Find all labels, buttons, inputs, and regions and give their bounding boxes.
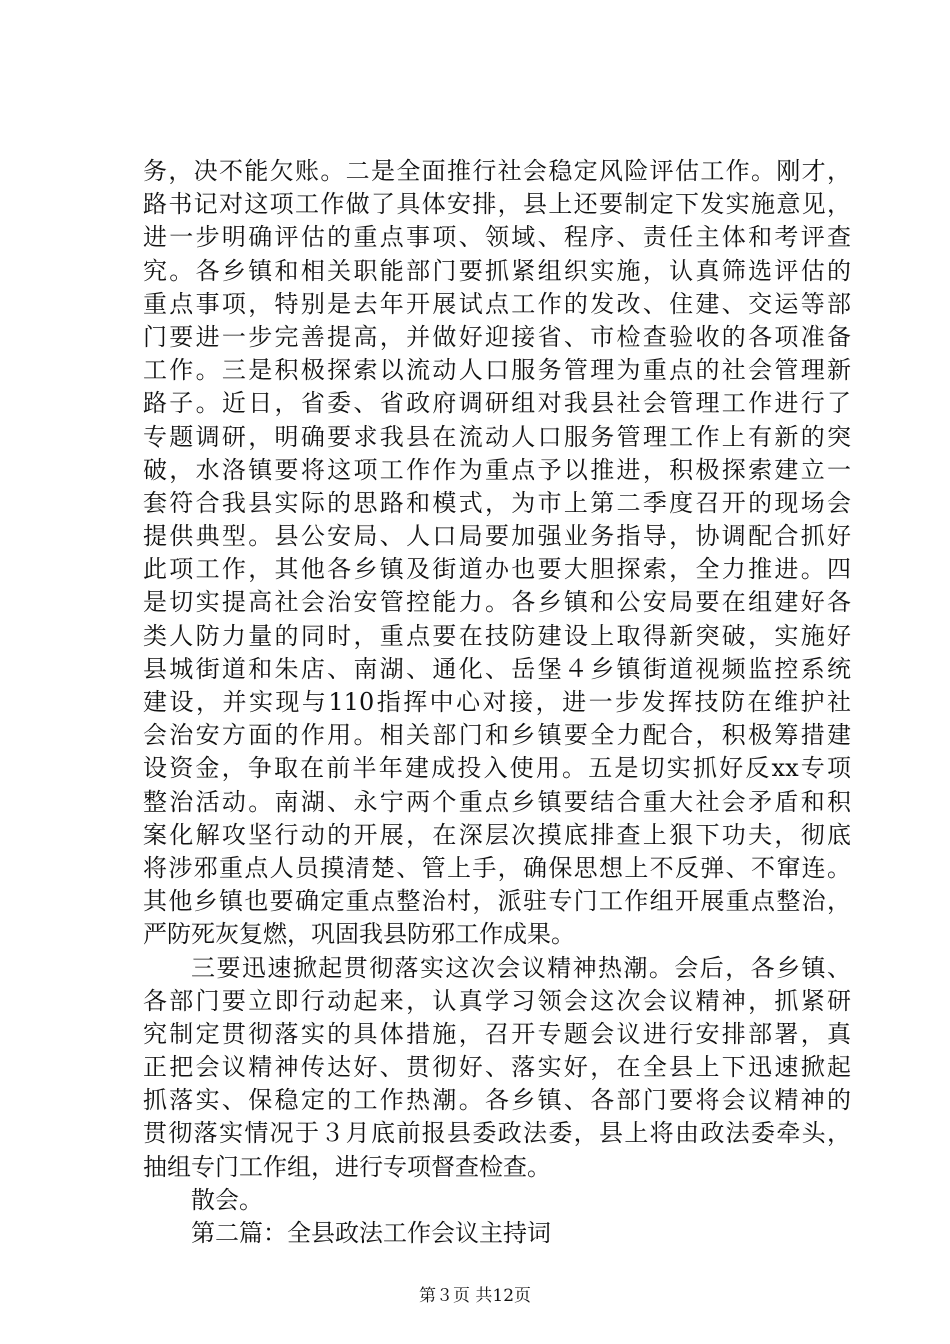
page-footer: 第３页 共12页 bbox=[418, 1286, 532, 1306]
text-line: 路子。近日，省委、省政府调研组对我县社会管理工作进行了 bbox=[143, 389, 851, 418]
section-heading: 第二篇：全县政法工作会议主持词 bbox=[191, 1219, 551, 1247]
text-line: 究。各乡镇和相关职能部门要抓紧组织实施，认真筛选评估的 bbox=[143, 256, 851, 285]
text-line: 进一步明确评估的重点事项、领域、程序、责任主体和考评查 bbox=[143, 223, 851, 252]
text-line: 是切实提高社会治安管控能力。各乡镇和公安局要在组建好各 bbox=[143, 588, 851, 617]
text-line: 整治活动。南湖、永宁两个重点乡镇要结合重大社会矛盾和积 bbox=[143, 787, 851, 816]
text-line: 究制定贯彻落实的具体措施，召开专题会议进行安排部署，真 bbox=[143, 1019, 851, 1048]
closing-line: 散会。 bbox=[191, 1185, 263, 1214]
text-line: 提供典型。县公安局、人口局要加强业务指导，协调配合抓好 bbox=[143, 522, 851, 551]
text-line: 正把会议精神传达好、贯彻好、落实好，在全县上下迅速掀起 bbox=[143, 1053, 851, 1082]
text-line: 各部门要立即行动起来，认真学习领会这次会议精神，抓紧研 bbox=[143, 986, 851, 1015]
paragraph-start-line: 三要迅速掀起贯彻落实这次会议精神热潮。会后，各乡镇、 bbox=[191, 953, 851, 982]
text-line: 其他乡镇也要确定重点整治村，派驻专门工作组开展重点整治， bbox=[143, 887, 851, 916]
text-line: 工作。三是积极探索以流动人口服务管理为重点的社会管理新 bbox=[143, 356, 851, 385]
text-line: 此项工作，其他各乡镇及街道办也要大胆探索，全力推进。四 bbox=[143, 555, 851, 584]
body-text bbox=[143, 155, 851, 1250]
text-line: 建设，并实现与110指挥中心对接，进一步发挥技防在维护社 bbox=[143, 688, 851, 716]
text-line: 县城街道和朱店、南湖、通化、岳堡４乡镇街道视频监控系统 bbox=[143, 654, 851, 683]
text-line: 专题调研，明确要求我县在流动人口服务管理工作上有新的突 bbox=[143, 422, 851, 451]
text-line: 抽组专门工作组，进行专项督查检查。 bbox=[143, 1152, 551, 1181]
text-line: 抓落实、保稳定的工作热潮。各乡镇、各部门要将会议精神的 bbox=[143, 1086, 851, 1115]
text-line: 路书记对这项工作做了具体安排，县上还要制定下发实施意见， bbox=[143, 190, 851, 219]
text-line: 重点事项，特别是去年开展试点工作的发改、住建、交运等部 bbox=[143, 289, 851, 318]
text-line: 套符合我县实际的思路和模式，为市上第二季度召开的现场会 bbox=[143, 488, 851, 517]
text-line: 破，水洛镇要将这项工作作为重点予以推进，积极探索建立一 bbox=[143, 455, 851, 484]
text-line: 类人防力量的同时，重点要在技防建设上取得新突破，实施好 bbox=[143, 621, 851, 650]
text-line: 严防死灰复燃，巩固我县防邪工作成果。 bbox=[143, 920, 575, 949]
text-line: 会治安方面的作用。相关部门和乡镇要全力配合，积极筹措建 bbox=[143, 721, 851, 750]
text-line: 门要进一步完善提高，并做好迎接省、市检查验收的各项准备 bbox=[143, 322, 851, 351]
text-line: 案化解攻坚行动的开展，在深层次摸底排查上狠下功夫，彻底 bbox=[143, 820, 851, 849]
text-line: 务，决不能欠账。二是全面推行社会稳定风险评估工作。刚才， bbox=[143, 157, 851, 185]
text-line: 设资金，争取在前半年建成投入使用。五是切实抓好反xx专项 bbox=[143, 754, 851, 783]
text-line: 将涉邪重点人员摸清楚、管上手，确保思想上不反弹、不窜连。 bbox=[143, 853, 851, 882]
text-line: 贯彻落实情况于３月底前报县委政法委，县上将由政法委牵头， bbox=[143, 1119, 851, 1148]
